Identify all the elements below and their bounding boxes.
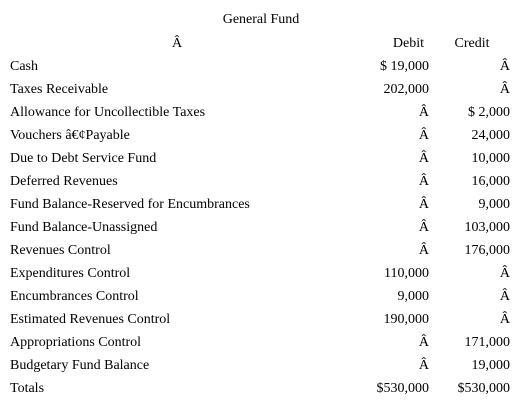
- account-name: Fund Balance-Unassigned: [10, 220, 158, 235]
- credit-amount: Â: [499, 289, 510, 304]
- credit-amount: 24,000: [471, 128, 510, 143]
- debit-amount: Â: [418, 105, 429, 120]
- account-name: Taxes Receivable: [10, 82, 109, 97]
- table-row: [0, 147, 512, 170]
- debit-amount: 110,000: [384, 266, 429, 281]
- table-row: [0, 262, 512, 285]
- debit-amount: $ 19,000: [380, 59, 429, 74]
- credit-amount: Â: [499, 82, 510, 97]
- debit-amount: Â: [418, 151, 429, 166]
- credit-amount: 171,000: [464, 335, 510, 350]
- account-name: Allowance for Uncollectible Taxes: [10, 105, 206, 120]
- credit-total: $530,000: [457, 381, 510, 396]
- account-name: Budgetary Fund Balance: [10, 358, 150, 373]
- table-row: [0, 170, 512, 193]
- account-name: Cash: [10, 59, 38, 74]
- debit-amount: Â: [418, 128, 429, 143]
- account-name: Fund Balance-Reserved for Encumbrances: [10, 197, 250, 212]
- account-name: Estimated Revenues Control: [10, 312, 171, 327]
- credit-amount: 103,000: [464, 220, 510, 235]
- table-row: [0, 101, 512, 124]
- credit-column-header: Credit: [454, 36, 490, 51]
- totals-row: [0, 377, 512, 400]
- credit-amount: Â: [499, 312, 510, 327]
- account-name: Revenues Control: [10, 243, 111, 258]
- table-row: [0, 354, 512, 377]
- credit-amount: 19,000: [471, 358, 510, 373]
- account-name: Expenditures Control: [10, 266, 131, 281]
- account-column-header: Â: [171, 36, 183, 51]
- document-title: General Fund: [222, 12, 300, 27]
- account-name: Due to Debt Service Fund: [10, 151, 157, 166]
- ledger-table: [0, 55, 512, 400]
- debit-amount: 202,000: [383, 82, 429, 97]
- table-row: [0, 331, 512, 354]
- table-row: [0, 124, 512, 147]
- table-row: [0, 216, 512, 239]
- table-row: [0, 285, 512, 308]
- debit-amount: Â: [418, 220, 429, 235]
- debit-amount: Â: [418, 174, 429, 189]
- debit-amount: Â: [418, 197, 429, 212]
- credit-amount: 9,000: [478, 197, 510, 212]
- table-row: [0, 78, 512, 101]
- account-name: Deferred Revenues: [10, 174, 118, 189]
- totals-label: Totals: [10, 381, 45, 396]
- credit-amount: 10,000: [471, 151, 510, 166]
- account-name: Encumbrances Control: [10, 289, 139, 304]
- debit-column-header: Debit: [392, 36, 424, 51]
- debit-amount: Â: [418, 335, 429, 350]
- table-row: [0, 308, 512, 331]
- credit-amount: Â: [499, 266, 510, 281]
- debit-amount: Â: [418, 243, 429, 258]
- credit-amount: 16,000: [471, 174, 510, 189]
- account-name: Appropriations Control: [10, 335, 142, 350]
- account-name: Vouchers â€¢Payable: [10, 128, 130, 143]
- table-row: [0, 193, 512, 216]
- credit-amount: Â: [499, 59, 510, 74]
- debit-amount: 9,000: [397, 289, 429, 304]
- debit-amount: Â: [418, 358, 429, 373]
- debit-total: $530,000: [376, 381, 429, 396]
- credit-amount: 176,000: [464, 243, 510, 258]
- credit-amount: $ 2,000: [468, 105, 510, 120]
- table-row: [0, 55, 512, 78]
- debit-amount: 190,000: [383, 312, 429, 327]
- table-row: [0, 239, 512, 262]
